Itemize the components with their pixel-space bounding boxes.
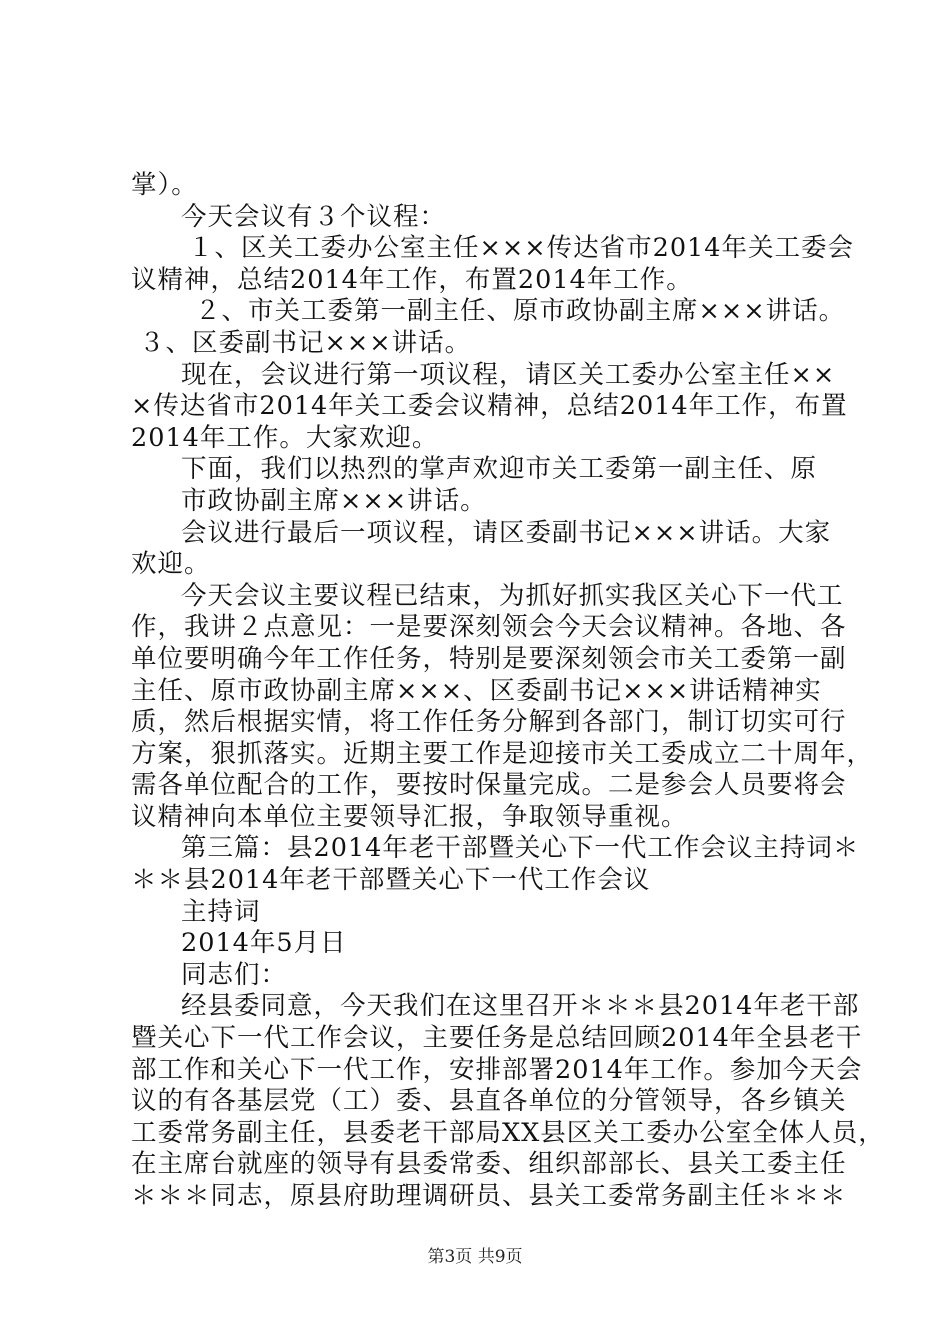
- text-line: ２、市关工委第一副主任、原市政协副主席×××讲话。: [195, 296, 846, 327]
- text-line: 议精神向本单位主要领导汇报，争取领导重视。: [131, 801, 688, 832]
- text-line: 2014年工作。大家欢迎。: [131, 422, 439, 453]
- text-line: ＊＊＊同志，原县府助理调研员、县关工委常务副主任＊＊＊: [131, 1181, 847, 1211]
- text-line: 今天会议主要议程已结束，为抓好抓实我区关心下一代工: [181, 580, 844, 611]
- text-line: 方案，狠抓落实。近期主要工作是迎接市关工委成立二十周年，: [131, 738, 874, 769]
- text-line: 工委常务副主任，县委老干部局XX县区关工委办公室全体人员，: [131, 1117, 885, 1148]
- text-line: 今天会议有３个议程：: [181, 201, 447, 232]
- text-line: 在主席台就座的领导有县委常委、组织部部长、县关工委主任: [131, 1149, 847, 1180]
- text-line: 单位要明确今年工作任务，特别是要深刻领会市关工委第一副: [131, 643, 847, 674]
- text-line: 现在，会议进行第一项议程，请区关工委办公室主任××: [181, 359, 836, 390]
- text-line: 会议进行最后一项议程，请区委副书记×××讲话。大家: [181, 517, 832, 548]
- text-line: 主任、原市政协副主席×××、区委副书记×××讲话精神实: [131, 675, 822, 706]
- text-line: 暨关心下一代工作会议，主要任务是总结回顾2014年全县老干: [131, 1023, 863, 1054]
- text-line: 质，然后根据实情，将工作任务分解到各部门，制订切实可行: [131, 707, 847, 738]
- text-line: 第三篇：县2014年老干部暨关心下一代工作会议主持词＊: [181, 833, 860, 864]
- text-line: 掌）。: [131, 170, 198, 200]
- text-line: 主持词: [181, 896, 261, 927]
- text-line: 需各单位配合的工作，要按时保量完成。二是参会人员要将会: [131, 770, 847, 801]
- text-line: 欢迎。: [131, 549, 211, 580]
- text-line: 市政协副主席×××讲话。: [181, 485, 487, 516]
- text-line: ３、区委副书记×××讲话。: [139, 327, 472, 358]
- text-line: 部工作和关心下一代工作，安排部署2014年工作。参加今天会: [131, 1054, 863, 1085]
- text-line: 下面，我们以热烈的掌声欢迎市关工委第一副主任、原: [181, 454, 818, 485]
- page-number-footer: 第3页 共9页: [427, 1247, 523, 1267]
- text-line: ×传达省市2014年关工委会议精神，总结2014年工作，布置: [131, 391, 848, 422]
- text-line: １、区关工委办公室主任×××传达省市2014年关工委会: [188, 233, 854, 264]
- text-line: 经县委同意，今天我们在这里召开＊＊＊县2014年老干部: [181, 991, 860, 1022]
- text-line: 议精神，总结2014年工作，布置2014年工作。: [131, 264, 693, 295]
- text-line: ＊＊县2014年老干部暨关心下一代工作会议: [131, 865, 651, 896]
- text-line: 作，我讲２点意见：一是要深刻领会今天会议精神。各地、各: [131, 612, 847, 643]
- text-line: 议的有各基层党（工）委、县直各单位的分管领导，各乡镇关: [131, 1086, 847, 1117]
- text-line: 同志们：: [181, 959, 288, 990]
- document-body: [131, 170, 885, 1213]
- text-line: 2014年5月日: [181, 928, 347, 959]
